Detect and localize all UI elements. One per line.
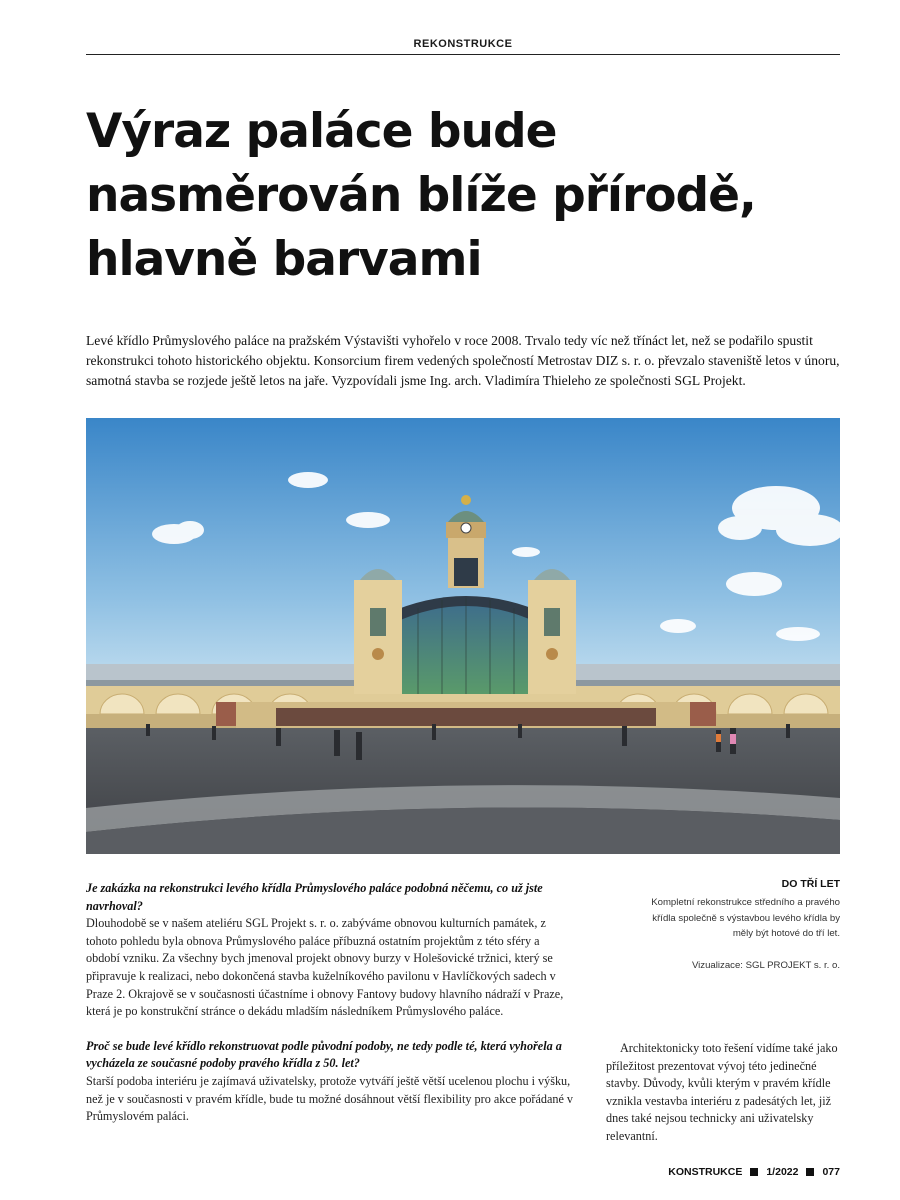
separator-square-icon bbox=[750, 1168, 758, 1176]
caption-text: Kompletní rekonstrukce středního a pravého křídla společně s výstavbou levého křídla by měly být hotové do tří let. bbox=[651, 897, 840, 939]
page-number: 077 bbox=[822, 1166, 840, 1178]
answer-1: Dlouhodobě se v našem ateliéru SGL Projekt s. r. o. zabýváme obnovou kulturních památek, z tohoto pohledu byla obnova Průmyslového paláce příbuzná ostatním projektům z této sféry a období vzniku. Za všechny bych jmenoval projekt obnovy burzy v Holešovické tržnici, který se připravuje k realizaci, nebo dokončená stavba kuželníkového pavilonu v Havlíčkových sadech v Praze 2. Okrajově se v současnosti účastníme i obnovy Fantovy budovy hlavního nádraží v Praze, která je po konstrukční stránce o dekádu mladším následníkem Průmyslového paláce. bbox=[86, 916, 564, 1019]
interview-column-left bbox=[86, 880, 574, 1126]
headline: Výraz paláce bude nasměrován blíže přírodě, hlavně barvami bbox=[86, 104, 756, 287]
magazine-name: KONSTRUKCE bbox=[668, 1166, 743, 1178]
separator-square-icon bbox=[806, 1168, 814, 1176]
hero-visualization bbox=[86, 418, 840, 854]
lead-paragraph: Levé křídlo Průmyslového paláce na pražském Výstavišti vyhořelo v roce 2008. Trvalo tedy víc než třínáct let, než se podařilo spustit rekonstrukci tohoto historického objektu. Konsorcium firem vedených společností Metrostav DIZ s. r. o. převzalo staveniště letos v únoru, samotná stavba se rozjede ještě letos na jaře. Vyzpovídali jsme Ing. arch. Vladimíra Thieleho ze společnosti SGL Projekt. bbox=[86, 333, 840, 388]
answer-2-continued: Architektonicky toto řešení vidíme také jako příležitost prezentovat vývoj této jedinečné stavby. Důvody, kvůli kterým v pravém křídle vznikla vestavba interiéru z padesátých let, již dnes také nejsou technicky ani uživatelsky relevantní. bbox=[606, 1041, 838, 1143]
image-caption bbox=[640, 878, 840, 971]
caption-title: DO TŘÍ LET bbox=[781, 878, 840, 890]
interview-column-right bbox=[606, 1040, 842, 1146]
section-label: REKONSTRUKCE bbox=[413, 38, 513, 50]
caption-credit: Vizualizace: SGL PROJEKT s. r. o. bbox=[691, 959, 840, 971]
question-2: Proč se bude levé křídlo rekonstruovat podle původní podoby, ne tedy podle té, která vyhořela a vycházela ze současné podoby pravého křídla z 50. let? bbox=[86, 1038, 562, 1071]
issue-number: 1/2022 bbox=[766, 1166, 799, 1178]
palace-illustration bbox=[86, 418, 840, 854]
answer-2: Starší podoba interiéru je zajímavá uživatelsky, protože vytváří ještě větší ucelenou plochu i výšku, než je v současnosti v pravém křídle, bude tu možné dosáhnout větší flexibility pro akce pořádané v Průmyslovém paláci. bbox=[86, 1073, 574, 1124]
top-rule bbox=[86, 54, 840, 55]
page-footer bbox=[668, 1166, 840, 1178]
question-1: Je zakázka na rekonstrukci levého křídla Průmyslového paláce podobná něčemu, co už jste navrhoval? bbox=[86, 881, 543, 913]
